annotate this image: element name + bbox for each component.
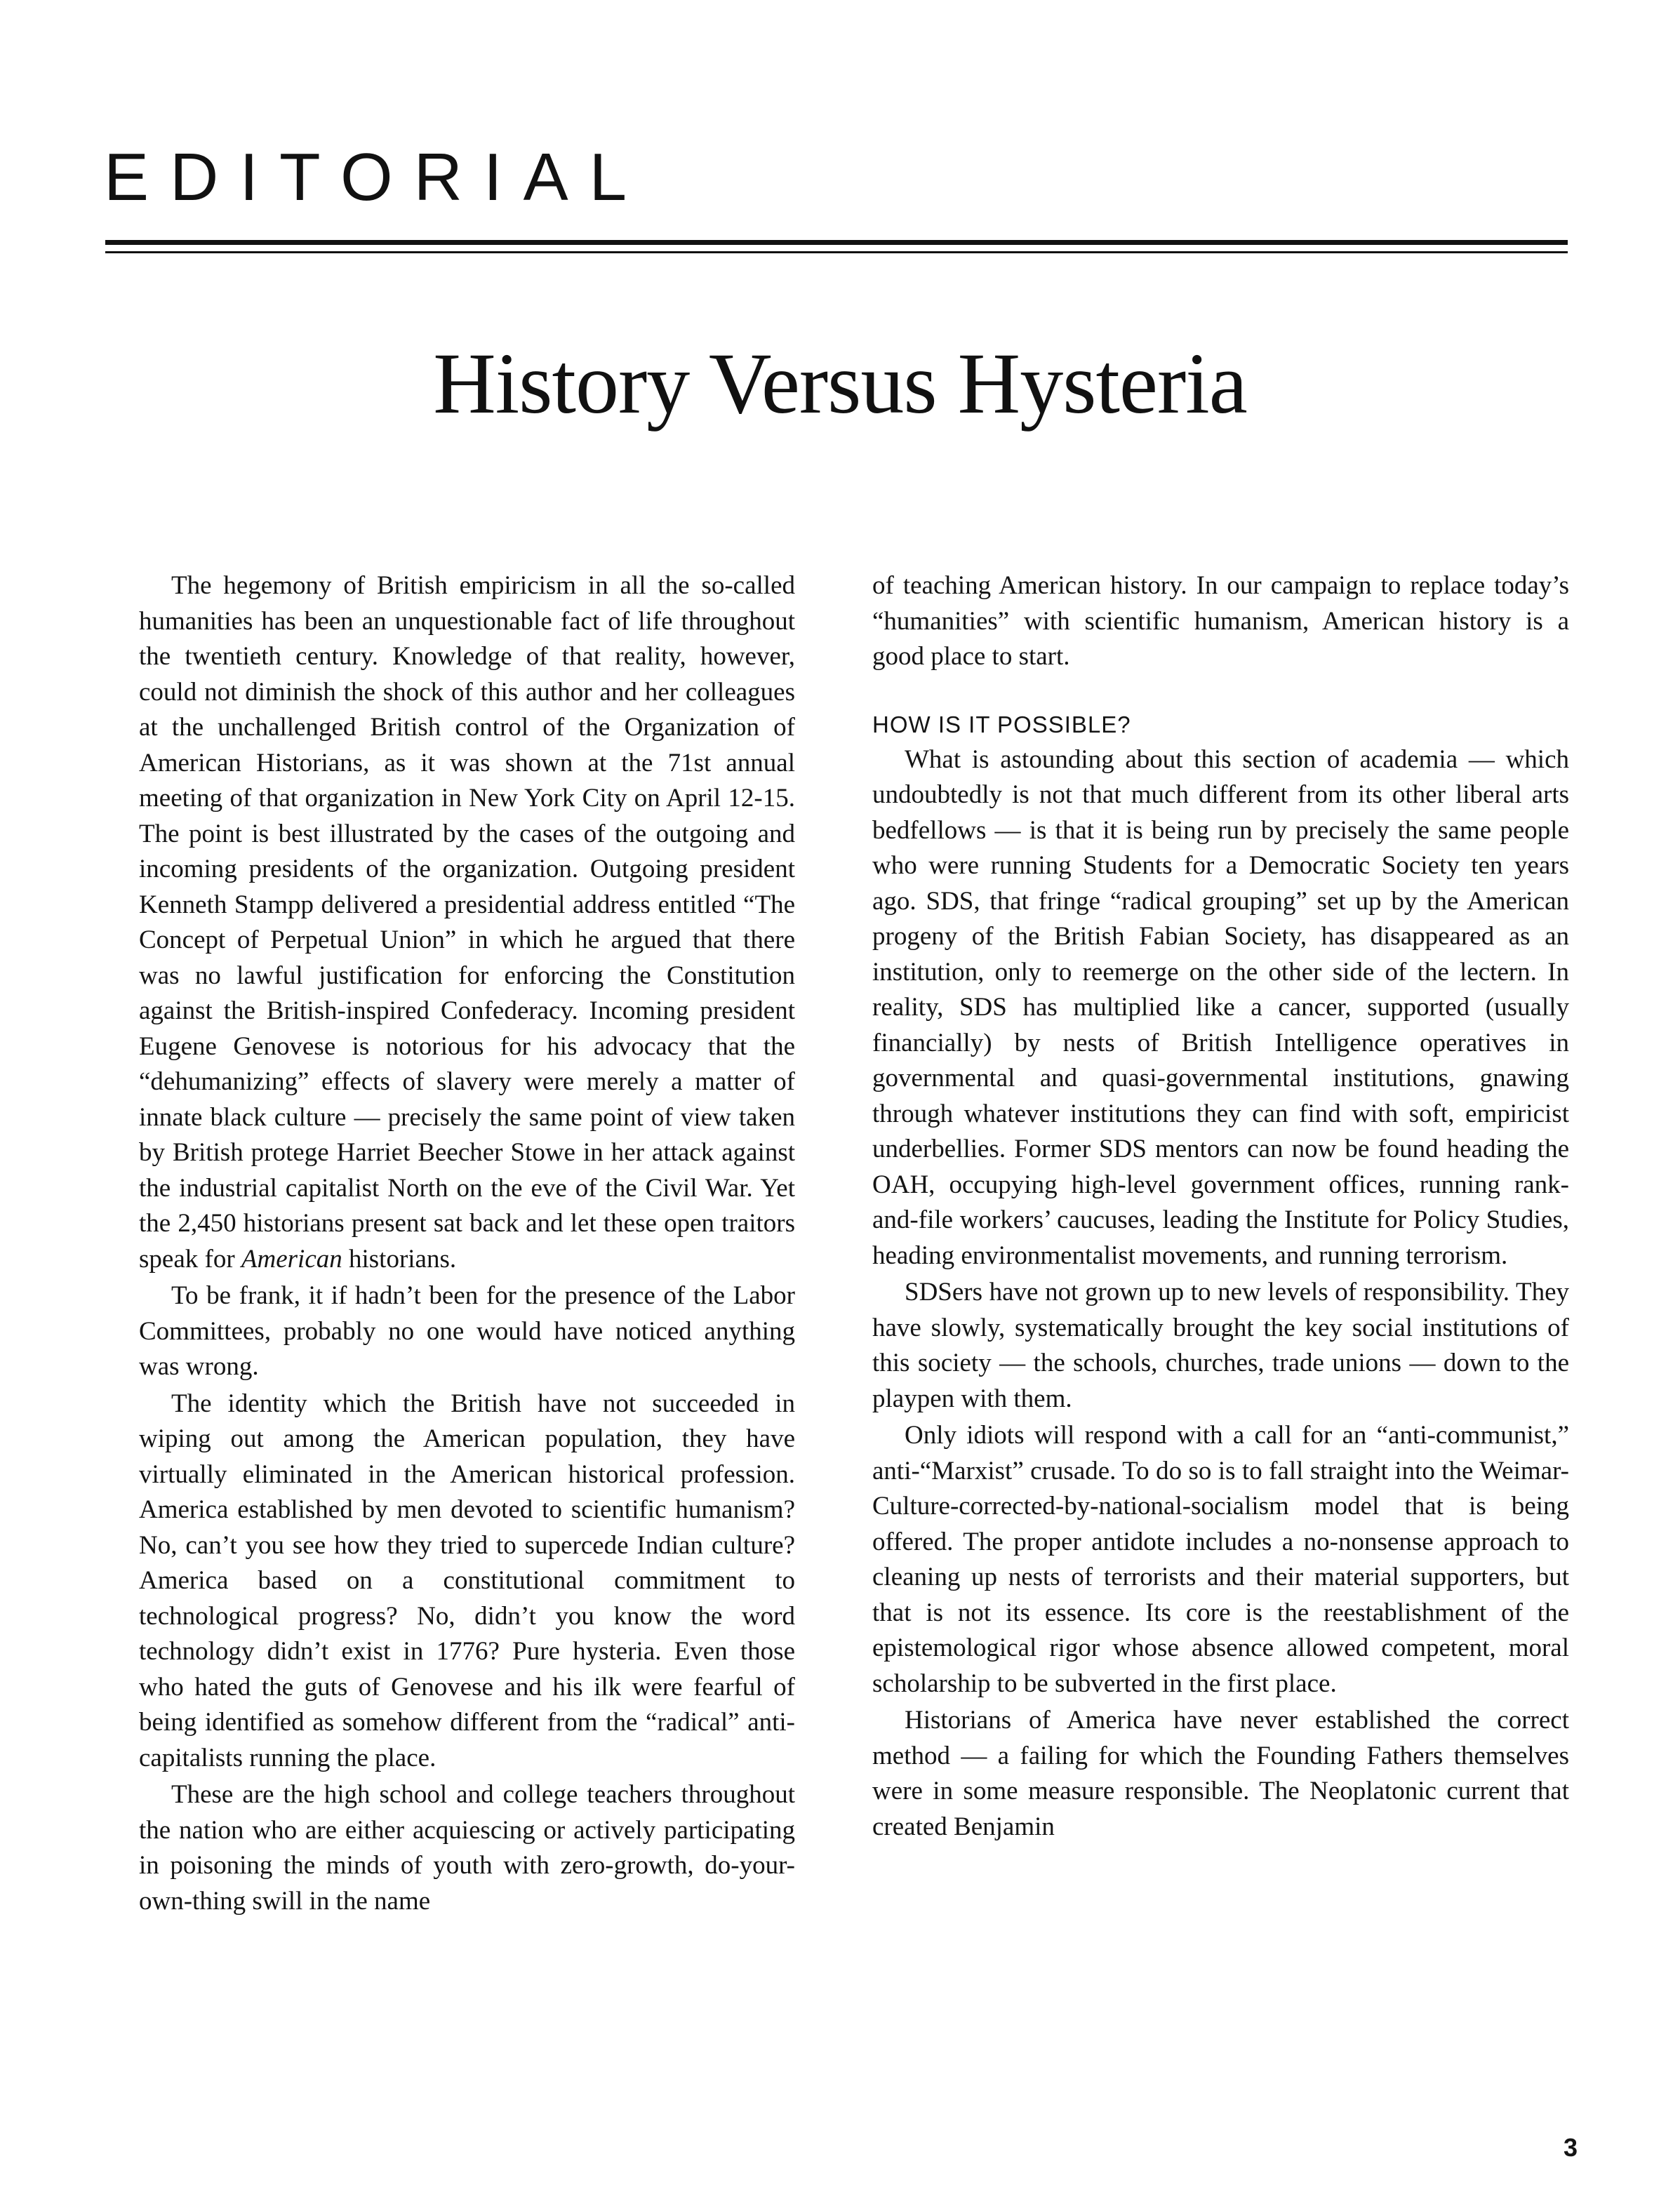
header-rule-thick — [105, 240, 1568, 245]
paragraph: Only idiots will respond with a call for an “anti-communist,” anti-“Marxist” crusade. To do so is to fall straight into the Weimar-Culture-corrected-by-national-socialism model that is being offered. The proper antidote includes a no-nonsense approach to cleaning up nests of terrorists and their material supporters, but that is not its essence. Its core is the reestablishment of the epistemological rigor whose absence allowed competent, moral scholarship to be subverted in the first place. — [872, 1421, 1569, 1698]
paragraph: To be frank, it if hadn’t been for the presence of the Labor Committees, probably no one would have noticed anything was wrong. — [139, 1281, 795, 1381]
paragraph: The identity which the British have not succeeded in wiping out among the American population, they have virtually eliminated in the American historical profession. America established by men devoted to scientific humanism? No, can’t you see how they tried to supercede Indian culture? America based on a constitutional commitment to technological progress? No, didn’t you know the word technology didn’t exist in 1776? Pure hysteria. Even those who hated the guts of Genovese and his ilk were fearful of being identified as somehow different from the “radical” anti-capitalists running the place. — [139, 1389, 795, 1772]
paragraph-text: The hegemony of British empiricism in all the so-called humanities has been an unquestionable fact of life throughout the twentieth century. Knowledge of that reality, however, could not diminish the shock of this author and her colleagues at the unchallenged British control of the Organization of American Historians, as it was shown at the 71st annual meeting of that organization in New York City on April 12-15. The point is best illustrated by the cases of the outgoing and incoming presidents of the organization. Outgoing president Kenneth Stampp delivered a presidential address entitled “The Concept of Perpetual Union” in which he argued that there was no lawful justification for enforcing the Constitution against the British-inspired Confederacy. Incoming president Eugene Genovese is notorious for his advocacy that the “dehumanizing” effects of slavery were merely a matter of innate black culture — precisely the same point of view taken by British protege Harriet Beecher Stowe in her attack against the industrial capitalist North on the eve of the Civil War. Yet the 2,450 historians present sat back and let these open traitors speak for — [139, 571, 795, 1274]
left-column — [139, 568, 795, 1919]
paragraph: Historians of America have never established the correct method — a failing for which the Founding Fathers themselves were in some measure responsible. The Neoplatonic current that created Benjamin — [872, 1706, 1569, 1841]
paragraph-tail: historians. — [349, 1244, 457, 1274]
emphasis-american: American — [241, 1244, 342, 1274]
paragraph: SDSers have not grown up to new levels of responsibility. They have slowly, systematically brought the key social institutions of this society — the schools, churches, trade unions — down to the playpen with them. — [872, 1278, 1569, 1413]
paragraph: What is astounding about this section of academia — which undoubtedly is not that much different from its other liberal arts bedfellows — is that it is being run by precisely the same people who were running Students for a Democratic Society ten years ago. SDS, that fringe “radical grouping” set up by the American progeny of the British Fabian Society, has disappeared as an institution, only to reemerge on the other side of the lectern. In reality, SDS has multiplied like a cancer, supported (usually financially) by nests of British Intelligence operatives in governmental and quasi-governmental institutions, gnawing through whatever institutions they can find with soft, empiricist underbellies. Former SDS mentors can now be found heading the OAH, occupying high-level government offices, running rank-and-file workers’ caucuses, leading the Institute for Policy Studies, heading environmentalist movements, and running terrorism. — [872, 744, 1569, 1270]
paragraph — [139, 568, 795, 1277]
subhead: HOW IS IT POSSIBLE? — [872, 711, 1131, 737]
paragraph: These are the high school and college teachers throughout the nation who are either acquiescing or actively participating in poisoning the minds of youth with zero-growth, do-your-own-thing swill in the name — [139, 1780, 795, 1916]
section-label: EDITORIAL — [104, 140, 648, 215]
right-column — [872, 568, 1569, 1845]
headline: History Versus Hysteria — [433, 335, 1247, 432]
continued-paragraph: of teaching American history. In our campaign to replace today’s “humanities” with scientific humanism, American history is a good place to start. — [872, 571, 1569, 671]
header-rule-thin — [105, 251, 1568, 253]
page-number: 3 — [1564, 2133, 1578, 2162]
